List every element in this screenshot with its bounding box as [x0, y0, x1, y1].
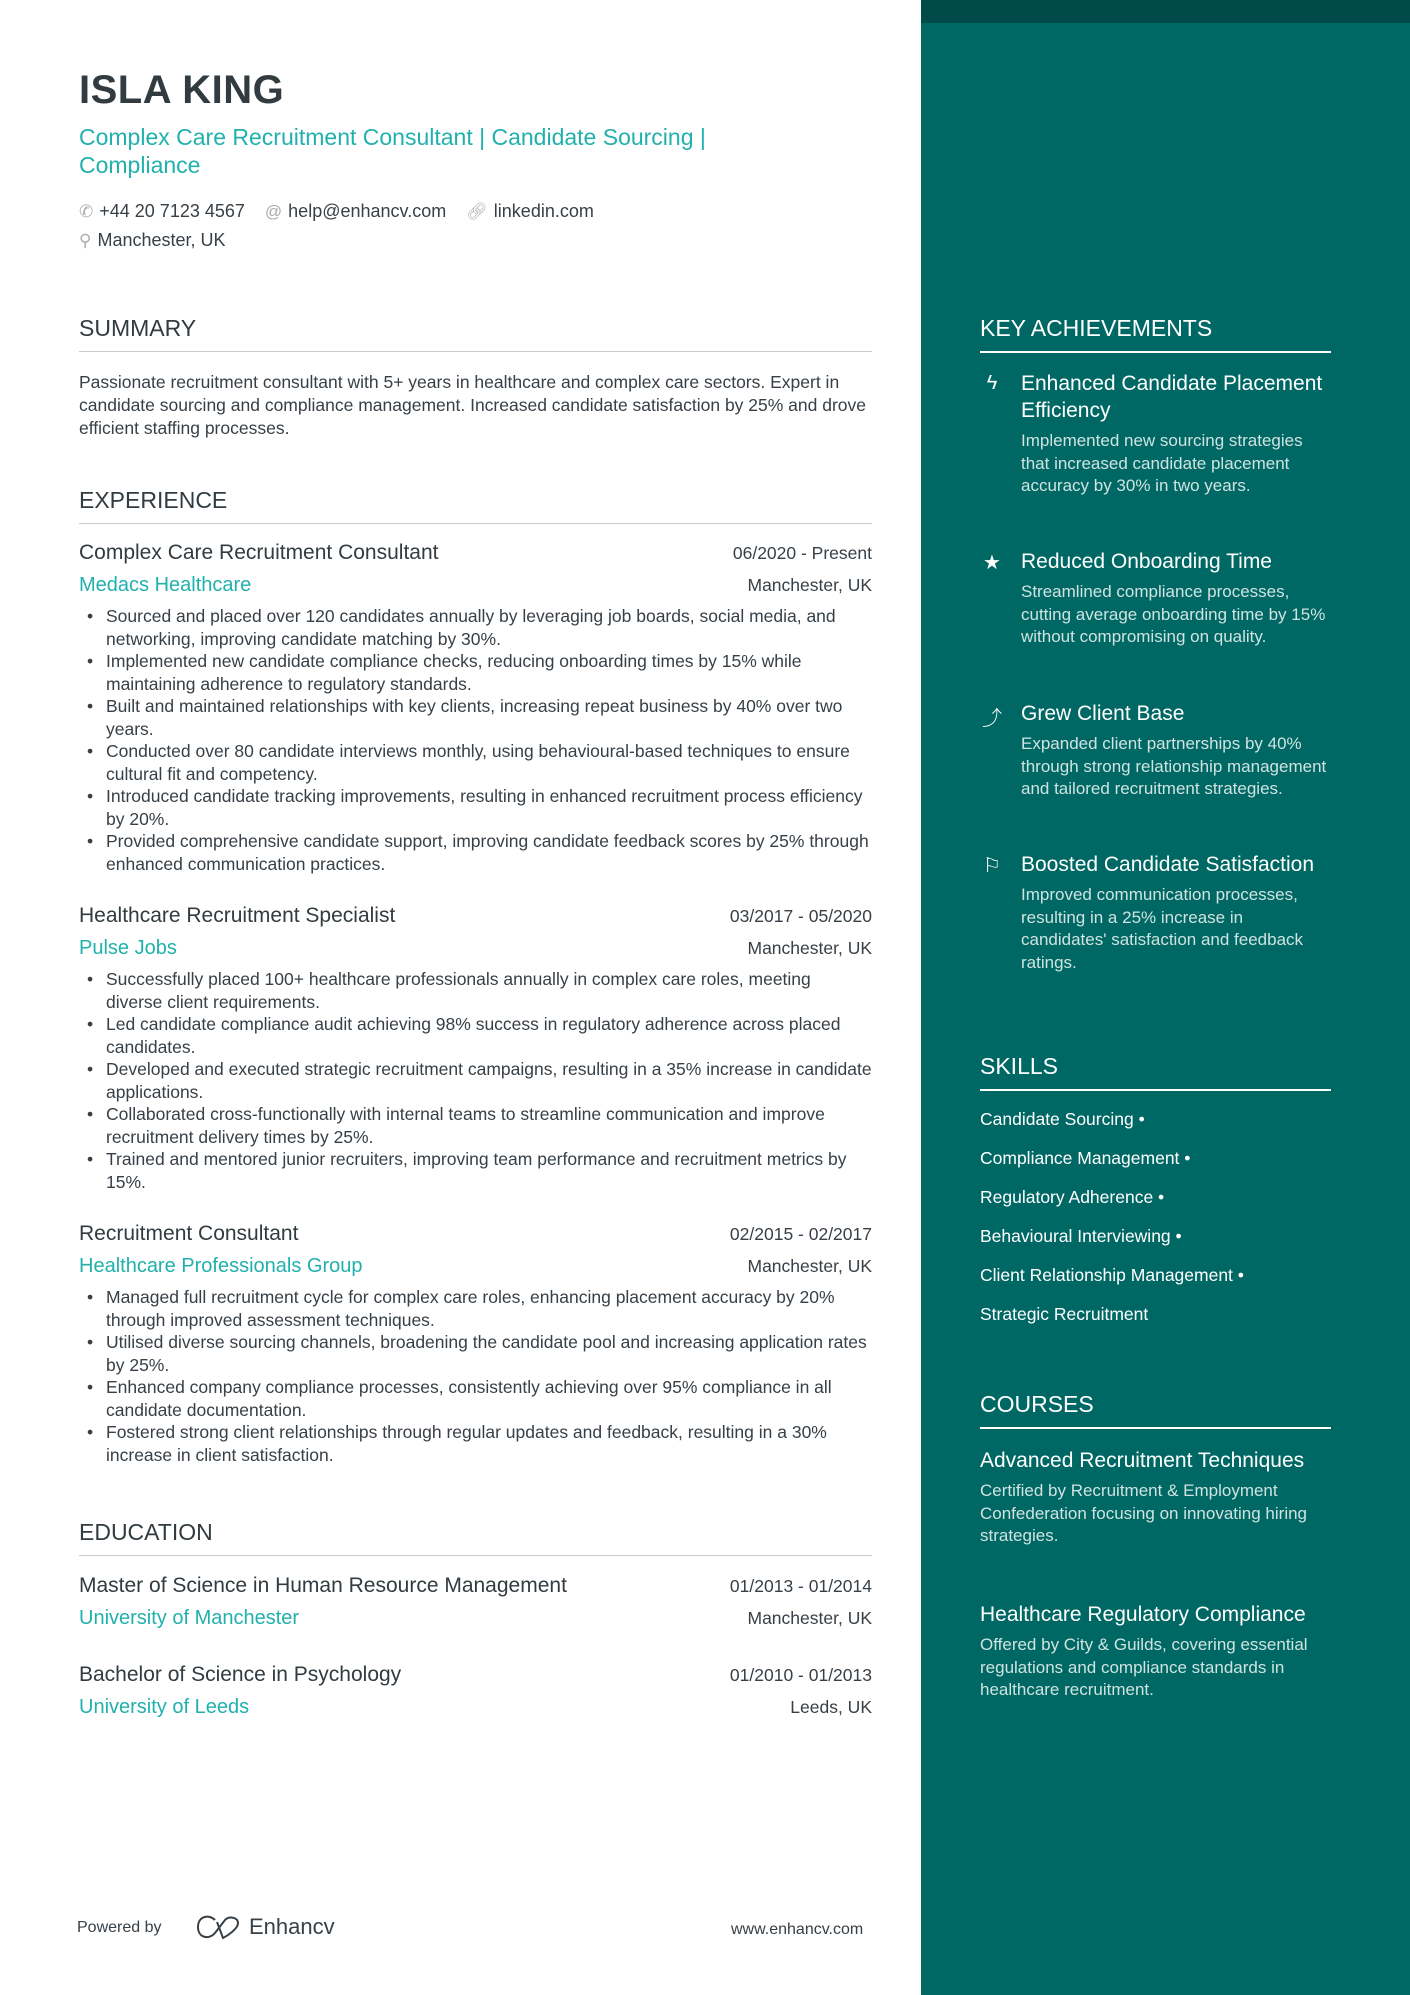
job-dates: 02/2015 - 02/2017 — [729, 1224, 872, 1244]
job-bullet: • Enhanced company compliance processes, consistently achieving over 95% compliance in all candidate documentation. — [79, 1376, 872, 1421]
course-title: Healthcare Regulatory Compliance — [980, 1603, 1306, 1626]
powered-by: Powered by — [77, 1919, 162, 1936]
edu-location: Leeds, UK — [790, 1697, 872, 1717]
job-location: Manchester, UK — [747, 938, 872, 958]
job-title: Healthcare Recruitment Specialist — [79, 904, 396, 927]
job-bullet: • Trained and mentored junior recruiters, improving team performance and recruitment metrics by 15%. — [79, 1148, 872, 1193]
job-bullet: • Provided comprehensive candidate support, improving candidate feedback scores by 25% through enhanced communication practices. — [79, 830, 872, 875]
job-entry — [79, 541, 872, 875]
achievement-desc: Streamlined compliance processes, cutting average onboarding time by 15% without compromising on quality. — [1021, 582, 1326, 646]
summary-heading: SUMMARY — [79, 315, 872, 352]
education-entry — [79, 1574, 872, 1630]
job-bullet: • Managed full recruitment cycle for complex care roles, enhancing placement accuracy by 20% through improved assessment techniques. — [79, 1286, 872, 1331]
sidebar — [921, 0, 1410, 1995]
job-bullet: • Conducted over 80 candidate interviews monthly, using behavioural-based techniques to ensure cultural fit and competency. — [79, 740, 872, 785]
achievement-desc: Improved communication processes, resulting in a 25% increase in candidates' satisfaction and feedback ratings. — [1021, 885, 1304, 972]
job-company: Pulse Jobs — [79, 937, 177, 959]
achievement-title: Grew Client Base — [1021, 702, 1185, 725]
email[interactable]: help@enhancv.com — [288, 200, 447, 221]
achievement-desc: Expanded client partnerships by 40% through strong relationship management and tailored recruitment strategies. — [1021, 734, 1327, 798]
job-bullet: • Introduced candidate tracking improvements, resulting in enhanced recruitment process efficiency by 20%. — [79, 785, 872, 830]
enhancv-brand: Enhancv — [249, 1914, 335, 1939]
achievement-item — [980, 548, 1331, 649]
bolt-icon: ϟ — [986, 372, 998, 394]
job-bullet: • Successfully placed 100+ healthcare professionals annually in complex care roles, meeting diverse client requirements. — [79, 968, 872, 1013]
edu-location: Manchester, UK — [747, 1608, 872, 1628]
achievements-heading: KEY ACHIEVEMENTS — [980, 315, 1331, 353]
experience-heading: EXPERIENCE — [79, 487, 872, 524]
courses-heading: COURSES — [980, 1391, 1331, 1429]
at-icon: @ — [264, 201, 283, 221]
achievement-item — [980, 370, 1331, 498]
skill-item: Compliance Management • — [980, 1148, 1191, 1168]
contact-row — [79, 197, 872, 225]
job-bullet: • Developed and executed strategic recruitment campaigns, resulting in a 35% increase in candidate applications. — [79, 1058, 872, 1103]
achievement-title: Reduced Onboarding Time — [1021, 550, 1272, 573]
skill-item: Strategic Recruitment — [980, 1304, 1149, 1324]
course-item — [980, 1601, 1331, 1702]
enhancv-logo-icon — [195, 1914, 241, 1940]
phone-icon: ✆ — [79, 201, 94, 221]
job-bullet: • Utilised diverse sourcing channels, broadening the candidate pool and increasing application rates by 25%. — [79, 1331, 872, 1376]
star-icon: ★ — [983, 552, 1001, 574]
job-bullets — [79, 1286, 872, 1466]
school: University of Leeds — [79, 1696, 250, 1718]
achievement-title: Boosted Candidate Satisfaction — [1021, 853, 1315, 876]
edu-dates: 01/2010 - 01/2013 — [729, 1665, 872, 1685]
job-bullets — [79, 968, 872, 1193]
school: University of Manchester — [79, 1607, 300, 1629]
education-entry — [79, 1663, 872, 1719]
skills-heading: SKILLS — [980, 1053, 1331, 1091]
job-bullet: • Led candidate compliance audit achieving 98% success in regulatory adherence across placed candidates. — [79, 1013, 872, 1058]
skill-item: Client Relationship Management • — [980, 1265, 1244, 1285]
job-location: Manchester, UK — [747, 575, 872, 595]
job-bullets — [79, 605, 872, 875]
course-title: Advanced Recruitment Techniques — [980, 1449, 1305, 1472]
achievement-title: Enhanced Candidate Placement Efficiency — [1021, 372, 1323, 422]
degree: Master of Science in Human Resource Management — [79, 1574, 567, 1597]
job-company: Medacs Healthcare — [79, 574, 252, 596]
job-entry — [79, 1222, 872, 1466]
location-row — [79, 226, 872, 254]
phone: +44 20 7123 4567 — [99, 200, 245, 221]
strategy-icon: ⤴ — [982, 708, 1002, 730]
job-entry — [79, 904, 872, 1193]
sidebar-top-band — [921, 0, 1410, 23]
degree: Bachelor of Science in Psychology — [79, 1663, 402, 1686]
job-bullet: • Built and maintained relationships with key clients, increasing repeat business by 40% over two years. — [79, 695, 872, 740]
job-company: Healthcare Professionals Group — [79, 1255, 363, 1277]
flag-icon: ⚐ — [983, 855, 1001, 877]
skill-item: Behavioural Interviewing • — [980, 1226, 1182, 1246]
achievement-item — [980, 851, 1331, 974]
job-location: Manchester, UK — [747, 1256, 872, 1276]
job-title: Complex Care Recruitment Consultant — [79, 541, 439, 564]
link-icon: 🔗︎ — [466, 201, 488, 221]
job-dates: 03/2017 - 05/2020 — [729, 906, 872, 926]
job-bullet: • Implemented new candidate compliance checks, reducing onboarding times by 15% while maintaining adherence to regulatory standards. — [79, 650, 872, 695]
education-heading: EDUCATION — [79, 1519, 872, 1556]
linkedin[interactable]: linkedin.com — [493, 200, 594, 221]
location-pin-icon: ⚲ — [79, 230, 92, 250]
candidate-name: ISLA KING — [79, 68, 285, 112]
edu-dates: 01/2013 - 01/2014 — [729, 1576, 872, 1596]
candidate-title: Complex Care Recruitment Consultant | Candidate Sourcing | Compliance — [79, 124, 706, 178]
course-item — [980, 1447, 1331, 1548]
enhancv-logo[interactable] — [195, 1914, 335, 1940]
job-bullet: • Fostered strong client relationships through regular updates and feedback, resulting in a 30% increase in client satisfaction. — [79, 1421, 872, 1466]
summary-text: Passionate recruitment consultant with 5+ years in healthcare and complex care sectors. Expert in candidate sourcing and compliance management. Increased candidate satisfaction by 25% and drove efficient staffing processes. — [79, 372, 867, 438]
job-title: Recruitment Consultant — [79, 1222, 299, 1245]
skill-item: Candidate Sourcing • — [980, 1109, 1145, 1129]
job-bullet: • Collaborated cross-functionally with internal teams to streamline communication and improve recruitment delivery times by 25%. — [79, 1103, 872, 1148]
course-desc: Offered by City & Guilds, covering essential regulations and compliance standards in healthcare recruitment. — [980, 1635, 1308, 1699]
location: Manchester, UK — [97, 229, 226, 250]
course-desc: Certified by Recruitment & Employment Confederation focusing on innovating hiring strategies. — [980, 1481, 1308, 1545]
skill-item: Regulatory Adherence • — [980, 1187, 1165, 1207]
achievement-item — [980, 700, 1331, 801]
footer-url[interactable]: www.enhancv.com — [731, 1921, 864, 1938]
achievement-desc: Implemented new sourcing strategies that increased candidate placement accuracy by 30% in two years. — [1021, 431, 1303, 495]
job-dates: 06/2020 - Present — [732, 543, 872, 563]
job-bullet: • Sourced and placed over 120 candidates annually by leveraging job boards, social media, and networking, improving candidate matching by 30%. — [79, 605, 872, 650]
